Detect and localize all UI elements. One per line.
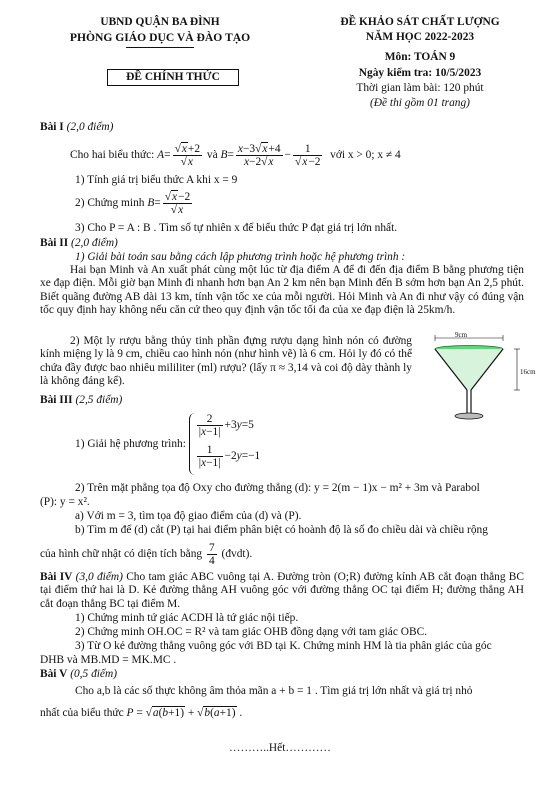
bai2-q1-text: Hai bạn Minh và An xuất phát cùng một lúc từ địa điểm A để đi đến địa điểm B bằng phương tiện xe đạp điện. Mỗi giờ bạn Minh đi nhanh hơn bạn An 2 km nên bạn Minh đến B sớm hơn bạn An 2,5 phút. Biết quãng đường AB dài 13 km, tính vận tốc xe của mỗi người. Hỏi Minh và An đi như vậy có đúng vận tốc quy định hay không nếu căn cứ theo quy định vận tốc tối đa của xe đạp điện là 25km/h. <box>40 264 524 316</box>
bai3-q2b-line2: của hình chữ nhật có diện tích bằng $\frac{7}{4}$ (đvdt). <box>40 541 253 567</box>
bai1-given: Cho hai biểu thức: A= $\frac{√x+2}{√x}$ và B= $\frac{x-3√x+4}{x-2√x}$ − $\frac{1}{√x-2}$ với x > 0; x ≠ 4 <box>70 142 401 168</box>
bai1-heading: Bài I (2,0 điểm) <box>40 121 114 133</box>
bai3-heading: Bài III (2,5 điểm) <box>40 394 123 406</box>
school-year: NĂM HỌC 2022-2023 <box>365 31 475 43</box>
bai4-q1: 1) Chứng minh tứ giác ACDH là tứ giác nội tiếp. <box>75 612 299 624</box>
bai3-q2-line2: (P): y = x². <box>40 496 90 508</box>
office-name: PHÒNG GIÁO DỤC VÀ ĐÀO TẠO <box>69 31 251 44</box>
wine-glass-figure <box>425 330 535 424</box>
bai4-intro: Bài IV (3,0 điểm) Cho tam giác ABC vuông tại A. Đường tròn (O;R) đường kính AB cắt đoạn thẳng BC tại điểm thứ hai là D. Kẻ đường thẳng AH vuông góc với đường thẳng OC tại điểm H; đường thẳng AH cắt đoạn thẳng BC tại điểm M. <box>40 571 524 610</box>
exam-date: Ngày kiểm tra: 10/5/2023 <box>358 67 482 79</box>
subject: Môn: TOÁN 9 <box>384 51 456 63</box>
exam-duration: Thời gian làm bài: 120 phút <box>356 82 484 94</box>
fig-height-label: 16cm <box>520 368 536 376</box>
bai3-q1: 1) Giải hệ phương trình: $\frac{2}{|x-1|}$ +3y=5 $\frac{1}{|x-1|}$ −2y=−1 <box>75 413 520 475</box>
bai4-q3-line2: DHB và MB.MD = MK.MC . <box>40 654 177 666</box>
official-box: ĐỀ CHÍNH THỨC <box>107 69 239 86</box>
equation-system: $\frac{2}{|x-1|}$ +3y=5 $\frac{1}{|x-1|}$ −2y=−1 <box>189 413 260 475</box>
bai4-q2: 2) Chứng minh OH.OC = R² và tam giác OHB đồng dạng với tam giác OBC. <box>75 626 428 638</box>
header-underline <box>126 47 194 48</box>
bai5-line1: Cho a,b là các số thực không âm thỏa mãn a + b = 1 . Tìm giá trị lớn nhất và giá trị nhỏ <box>75 685 473 697</box>
end-marker: ………..Hết………… <box>229 742 331 754</box>
bai5-heading: Bài V (0,5 điểm) <box>40 668 118 680</box>
bai3-q2-line1: 2) Trên mặt phẳng tọa độ Oxy cho đường thẳng (d): y = 2(m − 1)x − m² + 3m và Parabol <box>75 482 480 494</box>
bai3-q2b-line1: b) Tìm m để (d) cắt (P) tại hai điểm phân biệt có hoành độ là số đo chiều dài và chiều rộng <box>75 524 488 536</box>
bai5-line2: nhất của biểu thức P = √a(b+1) + √b(a+1) . <box>40 707 243 719</box>
bai4-q3-line1: 3) Từ O kẻ đường thẳng vuông góc với BD tại K. Chứng minh HM là tia phân giác của góc <box>75 640 492 652</box>
pages-note: (Đề thi gồm 01 trang) <box>370 97 470 109</box>
bai1-q3: 3) Cho P = A : B . Tìm số tự nhiên x để biểu thức P đạt giá trị lớn nhất. <box>75 222 398 234</box>
bai2-q1-intro: 1) Giải bài toán sau bằng cách lập phương trình hoặc hệ phương trình : <box>75 251 406 263</box>
bai2-heading: Bài II (2,0 điểm) <box>40 237 118 249</box>
exam-title: ĐỀ KHẢO SÁT CHẤT LƯỢNG <box>340 16 500 28</box>
department-name: UBND QUẬN BA ĐÌNH <box>100 16 220 28</box>
bai3-q2a: a) Với m = 3, tìm tọa độ giao điểm của (d) và (P). <box>75 510 302 522</box>
fig-width-label: 9cm <box>455 331 468 339</box>
bai2-q2-text: 2) Một ly rượu bằng thủy tinh phần đựng rượu dạng hình nón có đường kính miệng ly là 9 cm, chiều cao hình nón (như hình vẽ) là 6 cm. Hỏi ly đó có thể chứa đầy được bao nhiêu mililiter (ml) rượu? (lấy π ≈ 3,14 và coi độ dày thành ly là không đáng kể). <box>40 335 412 387</box>
bai1-q1: 1) Tính giá trị biểu thức A khi x = 9 <box>75 174 238 186</box>
bai1-q2: 2) Chứng minh B= $\frac{√x-2}{√x}$ <box>75 190 191 216</box>
